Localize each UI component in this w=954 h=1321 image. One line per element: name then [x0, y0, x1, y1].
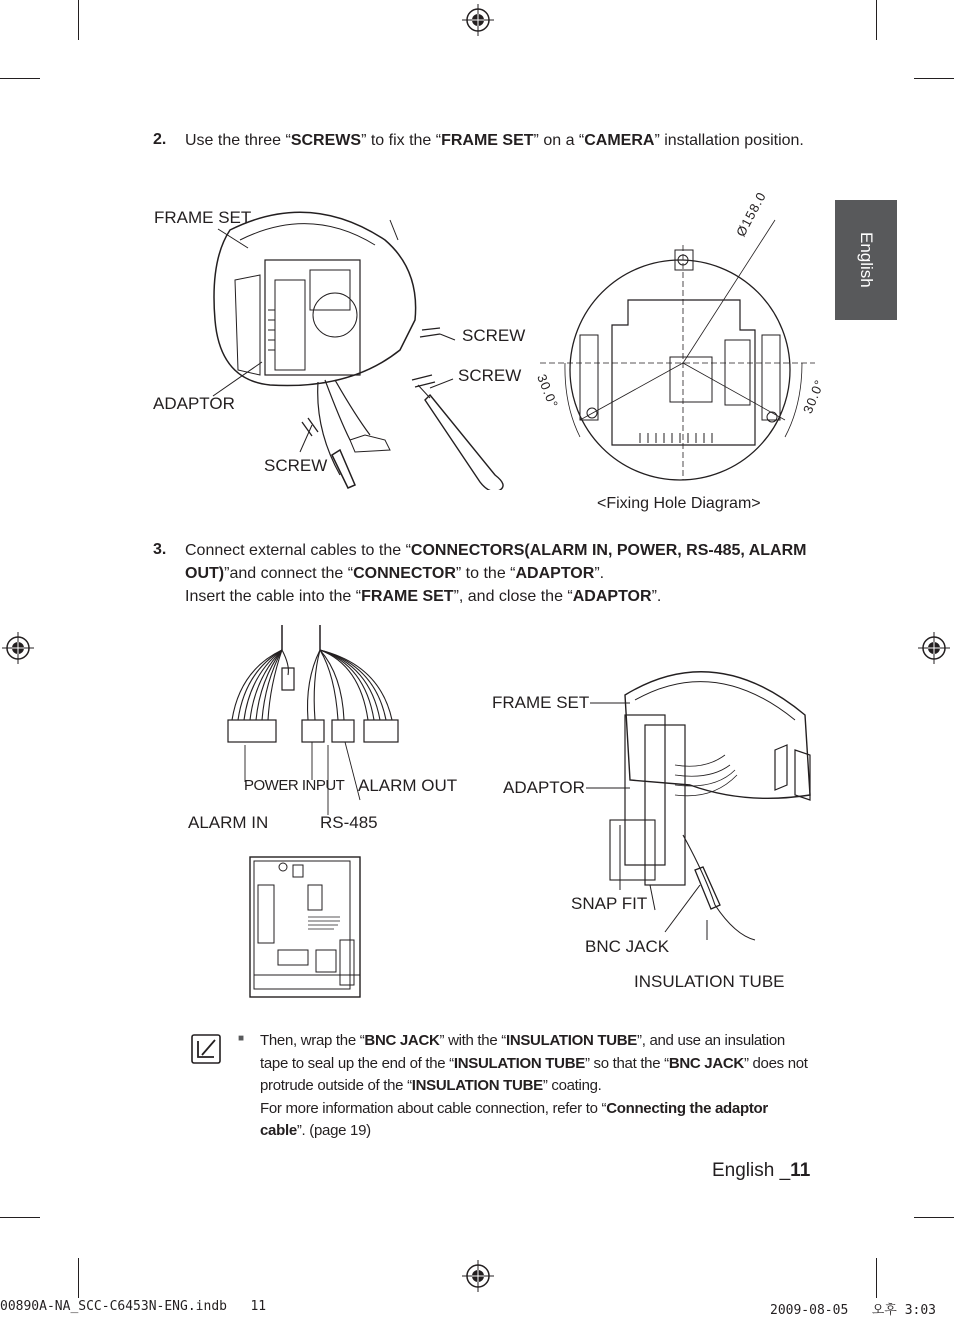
page-number: 11 [790, 1160, 811, 1181]
step-3-number: 3. [153, 541, 167, 558]
text-run: ” does not protrude outside of the “ [260, 1054, 808, 1094]
dimension-diameter: Ø158.0 [733, 189, 770, 240]
crop-mark [78, 1258, 79, 1298]
label-screw: SCREW [264, 456, 328, 475]
text-run: Then, wrap the “ [260, 1032, 365, 1049]
fixing-hole-diagram [540, 205, 830, 495]
step-3-text [185, 539, 825, 608]
text-run: ” so that the “ [584, 1054, 669, 1072]
step-2-number: 2. [153, 131, 167, 148]
text-run: ”. (page 19) [296, 1122, 371, 1139]
label-alarm-out: ALARM OUT [358, 776, 458, 795]
label-snap-fit: SNAP FIT [571, 894, 648, 913]
label-screw: SCREW [458, 366, 522, 385]
registration-mark-icon [462, 1260, 494, 1292]
text-run: Use the three “ [185, 132, 291, 149]
text-run-bold: BNC JACK [364, 1032, 440, 1049]
text-run: ”, and close the “ [453, 588, 573, 605]
text-run-bold: CONNECTORS(ALARM IN, POWER, RS-485, ALARM OUT) [185, 542, 807, 582]
text-run: ”, and use an insulation tape to seal up the end of the “ [260, 1032, 785, 1072]
text-run: ”. [651, 588, 662, 605]
crop-mark [914, 1217, 954, 1218]
text-run: For more information about cable connection, refer to “ [260, 1099, 607, 1117]
text-run: ” with the “ [439, 1032, 506, 1049]
registration-mark-icon [918, 632, 950, 664]
page-footer [712, 1160, 810, 1182]
text-run-bold: Connecting the adaptor cable [260, 1099, 768, 1139]
text-run-bold: CONNECTOR [353, 565, 456, 582]
label-rs485: RS-485 [320, 813, 378, 832]
language-side-tab-label: English [857, 232, 876, 288]
text-run: Connect external cables to the “ [185, 542, 411, 559]
label-frame-set: FRAME SET [492, 693, 590, 712]
note-text [260, 1030, 815, 1143]
text-run-bold: CAMERA [584, 132, 655, 149]
note-icon [190, 1033, 222, 1065]
text-run: ”and connect the “ [224, 565, 354, 582]
dimension-angle-left: 30.0° [534, 372, 562, 411]
text-run: Insert the cable into the “ [185, 588, 362, 605]
label-adaptor: ADAPTOR [503, 778, 585, 797]
text-run-bold: INSULATION TUBE [505, 1032, 638, 1049]
text-run-bold: ADAPTOR [572, 588, 652, 605]
dimension-angle-right: 30.0° [800, 377, 828, 416]
text-run: ”. [594, 565, 605, 582]
page-footer-prefix: English _ [712, 1160, 791, 1181]
text-run-bold: INSULATION TUBE [411, 1077, 543, 1094]
text-run: ” coating. [542, 1077, 602, 1094]
text-run-bold: ADAPTOR [515, 565, 595, 582]
text-run: ” to fix the “ [361, 132, 442, 149]
registration-mark-icon [2, 632, 34, 664]
label-alarm-in: ALARM IN [188, 813, 269, 832]
note-bullet: ■ [238, 1033, 245, 1044]
text-run-bold: FRAME SET [361, 588, 454, 605]
figure-caption: <Fixing Hole Diagram> [597, 495, 761, 512]
crop-mark [876, 1258, 877, 1298]
print-slug-file: 00890A-NA_SCC-C6453N-ENG.indb 11 [0, 1299, 267, 1314]
text-run: ” to the “ [455, 565, 516, 582]
label-adaptor: ADAPTOR [153, 394, 235, 413]
label-insulation-tube: INSULATION TUBE [634, 972, 785, 991]
label-power-input: POWER INPUT [244, 777, 345, 794]
text-run-bold: INSULATION TUBE [453, 1054, 585, 1072]
text-run-bold: BNC JACK [668, 1054, 744, 1072]
label-screw: SCREW [462, 326, 526, 345]
print-slug-date: 2009-08-05 오후 3:03 [770, 1303, 936, 1318]
leader-lines [0, 680, 954, 940]
label-frame-set: FRAME SET [154, 208, 252, 227]
text-run-bold: FRAME SET [441, 132, 534, 149]
text-run: ” installation position. [654, 132, 804, 149]
crop-mark [0, 1217, 40, 1218]
text-run: ” on a “ [533, 132, 585, 149]
text-run-bold: SCREWS [290, 132, 362, 149]
label-bnc-jack: BNC JACK [585, 937, 670, 956]
